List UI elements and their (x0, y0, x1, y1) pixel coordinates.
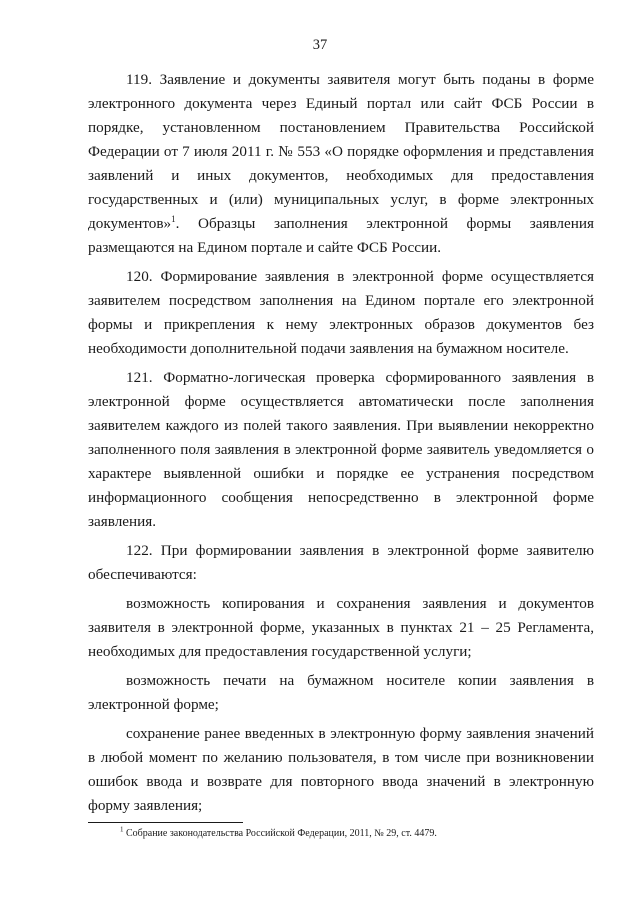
paragraph-119 (88, 68, 594, 260)
list-item-saving: сохранение ранее введенных в электронную форму заявления значений в любой момент по желанию пользователя, в том числе при возникновении ошибок ввода и возврате для повторного ввода значений в электронную форму заявления; (88, 725, 594, 814)
document-body (88, 68, 594, 823)
page-number: 37 (312, 37, 328, 53)
list-item-copying: возможность копирования и сохранения заявления и документов заявителя в электронной форме, указанных в пунктах 21 – 25 Регламента, необходимых для предоставления государственной услуги; (88, 595, 594, 660)
list-item-printing: возможность печати на бумажном носителе копии заявления в электронной форме; (88, 672, 594, 713)
paragraph-120: 120. Формирование заявления в электронной форме осуществляется заявителем посредством заполнения на Едином портале его электронной формы и прикрепления к нему электронных образов документов без необходимости дополнительной подачи заявления на бумажном носителе. (88, 268, 594, 357)
footnote-divider (88, 822, 243, 823)
footnote-reference[interactable]: 1 (171, 213, 176, 224)
footnote (120, 827, 437, 841)
paragraph-121: 121. Форматно-логическая проверка сформированного заявления в электронной форме осуществляется автоматически после заполнения заявителем каждого из полей такого заявления. При выявлении некорректно заполненного поля заявления в электронной форме заявитель уведомляется о характере выявленной ошибки и порядке ее устранения посредством информационного сообщения непосредственно в электронной форме заявления. (88, 369, 594, 530)
paragraph-119-text-end: . Образцы заполнения электронной формы заявления размещаются на Едином портале и сайте ФСБ России. (88, 215, 594, 256)
paragraph-119-text: 119. Заявление и документы заявителя могут быть поданы в форме электронного документа через Единый портал или сайт ФСБ России в порядке, установленном постановлением Правительства Российской Федерации от 7 июля 2011 г. № 553 «О порядке оформления и представления заявлений и иных документов, необходимых для предоставления государственных и (или) муниципальных услуг, в форме электронных документов» (88, 71, 594, 232)
footnote-text: Собрание законодательства Российской Федерации, 2011, № 29, ст. 4479. (123, 828, 437, 839)
footnote-number: 1 (120, 825, 124, 834)
paragraph-122: 122. При формировании заявления в электронной форме заявителю обеспечиваются: (88, 542, 594, 583)
